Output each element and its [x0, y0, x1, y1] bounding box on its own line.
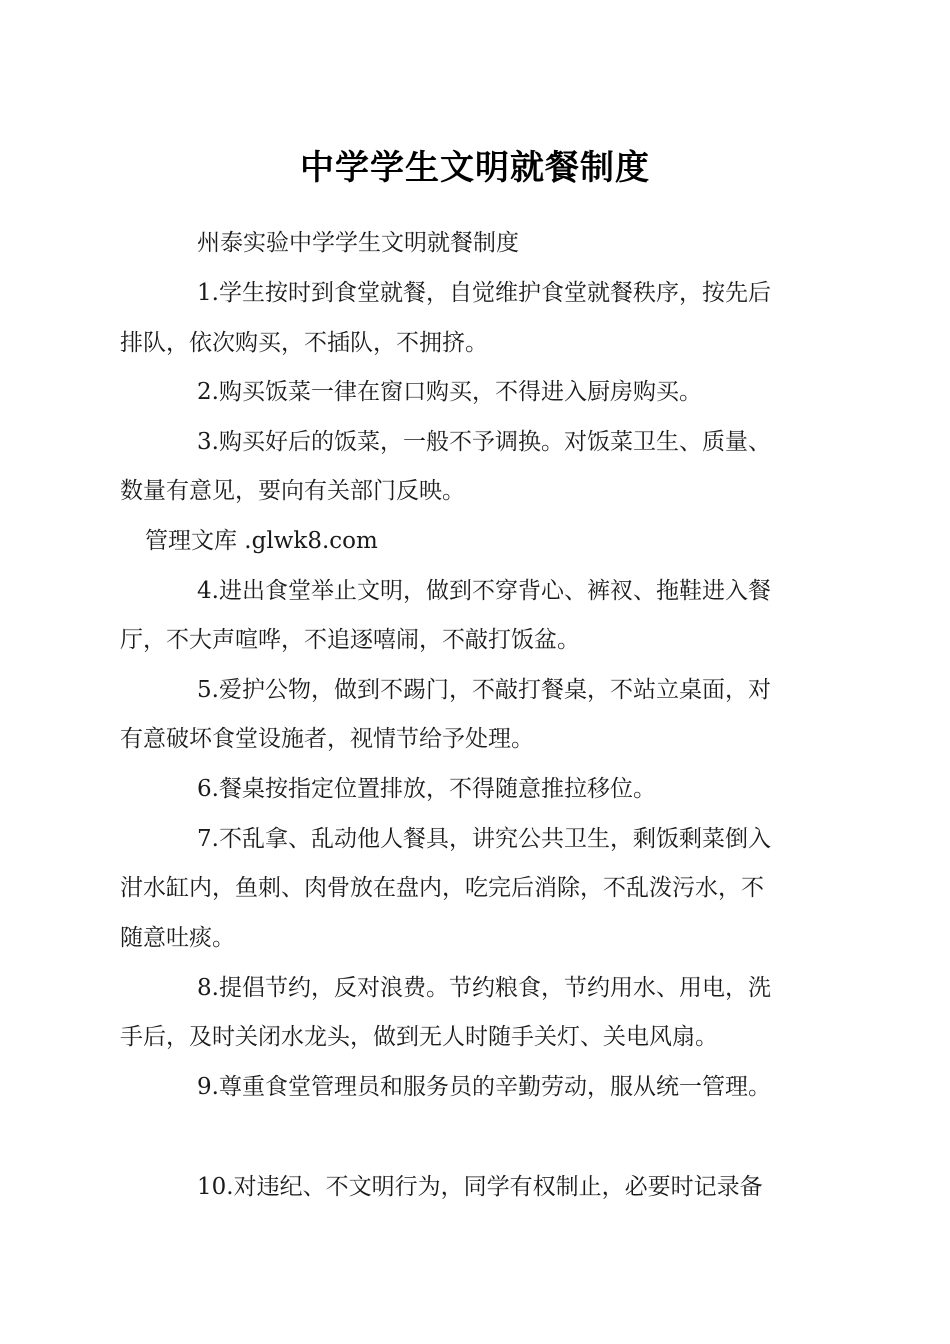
rule-3-line-2: 数量有意见，要向有关部门反映。 [120, 478, 465, 504]
rule-7-line-2: 泔水缸内，鱼刺、肉骨放在盘内，吃完后消除，不乱泼污水，不 [120, 875, 764, 901]
document-subtitle: 州泰实验中学学生文明就餐制度 [197, 230, 519, 256]
rule-7-line-1: 7.不乱拿、乱动他人餐具，讲究公共卫生，剩饭剩菜倒入 [197, 826, 771, 852]
rule-6-line-1: 6.餐桌按指定位置排放，不得随意推拉移位。 [197, 776, 656, 802]
document-title: 中学学生文明就餐制度 [300, 148, 650, 188]
rule-2-line-1: 2.购买饭菜一律在窗口购买，不得进入厨房购买。 [197, 379, 702, 405]
rule-3-line-1: 3.购买好后的饭菜，一般不予调换。对饭菜卫生、质量、 [197, 429, 771, 455]
rule-4-line-1: 4.进出食堂举止文明，做到不穿背心、裤衩、拖鞋进入餐 [197, 578, 771, 604]
rule-5-line-2: 有意破坏食堂设施者，视情节给予处理。 [120, 726, 534, 752]
watermark-text: 管理文库 .glwk8.com [145, 528, 378, 554]
rule-8-line-1: 8.提倡节约，反对浪费。节约粮食，节约用水、用电，洗 [197, 975, 771, 1001]
rule-7-line-3: 随意吐痰。 [120, 925, 235, 951]
rule-4-line-2: 厅，不大声喧哗，不追逐嘻闹，不敲打饭盆。 [120, 627, 580, 653]
rule-10-line-1: 10.对违纪、不文明行为，同学有权制止，必要时记录备 [197, 1174, 763, 1200]
rule-1-line-2: 排队，依次购买，不插队，不拥挤。 [120, 330, 488, 356]
rule-9-line-1: 9.尊重食堂管理员和服务员的辛勤劳动，服从统一管理。 [197, 1074, 771, 1100]
rule-8-line-2: 手后，及时关闭水龙头，做到无人时随手关灯、关电风扇。 [120, 1024, 718, 1050]
rule-5-line-1: 5.爱护公物，做到不踢门，不敲打餐桌，不站立桌面，对 [197, 677, 771, 703]
rule-1-line-1: 1.学生按时到食堂就餐，自觉维护食堂就餐秩序，按先后 [197, 280, 771, 306]
